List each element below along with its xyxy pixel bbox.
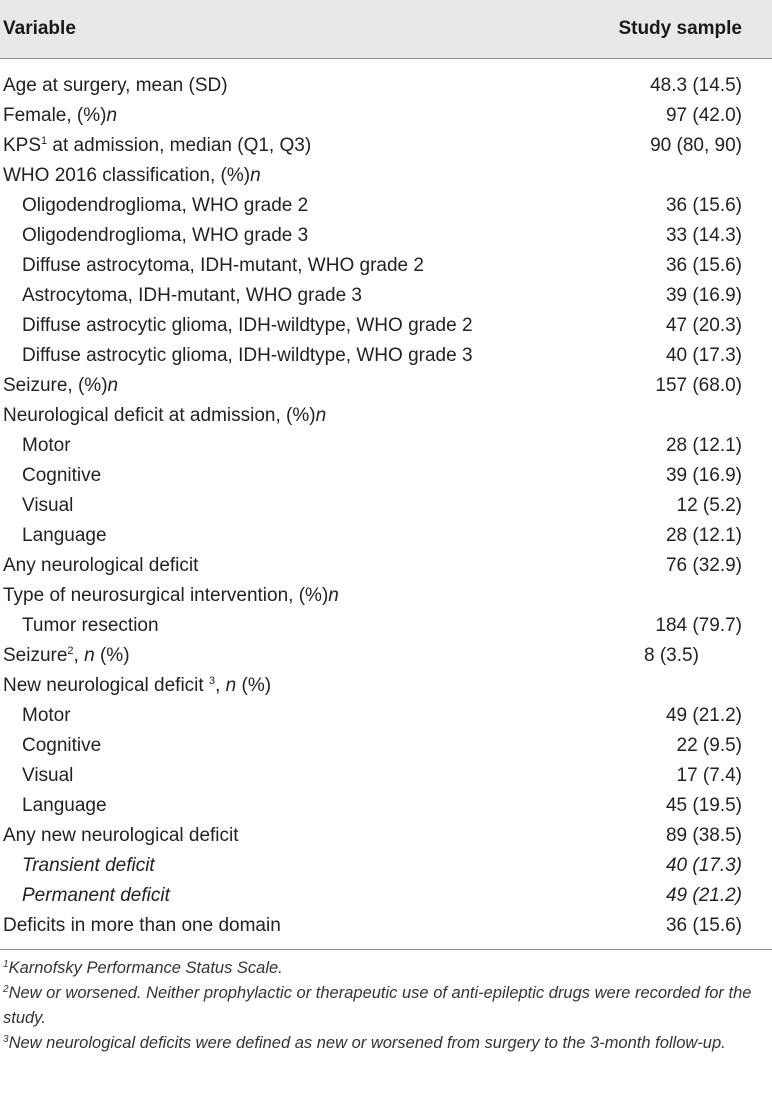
row-label — [22, 881, 170, 911]
row-label — [3, 641, 130, 671]
label-text: WHO 2016 classification, — [3, 165, 221, 186]
label-text: Transient deficit — [22, 855, 155, 876]
label-text: Astrocytoma, IDH-mutant, WHO grade 3 — [22, 285, 362, 306]
row-value: 76 (32.9) — [665, 555, 742, 576]
footnote-marker: 3 — [208, 675, 216, 687]
footnote-marker: 2 — [3, 984, 9, 995]
row-value: 28 (12.1) — [665, 525, 742, 546]
row-label — [22, 521, 107, 551]
label-text: (%) — [94, 645, 130, 666]
table-row — [0, 791, 772, 821]
row-label — [22, 251, 424, 281]
footnote-marker: 2 — [67, 645, 74, 657]
table-bottom-rule — [0, 949, 772, 950]
label-text: Visual — [22, 495, 74, 516]
row-label — [22, 311, 473, 341]
label-text: Language — [22, 795, 107, 816]
footnote-text: Karnofsky Performance Status Scale. — [8, 959, 283, 977]
label-text: Permanent deficit — [22, 885, 170, 906]
row-label — [22, 701, 71, 731]
row-value: 47 (20.3) — [665, 315, 742, 336]
row-label — [22, 611, 159, 641]
label-text: Seizure — [3, 645, 68, 666]
label-text: Seizure, — [3, 375, 78, 396]
row-value: 40 (17.3) — [665, 345, 742, 366]
label-text: (%) — [220, 165, 251, 186]
table-row — [0, 101, 772, 131]
row-label — [3, 131, 311, 161]
table-row — [0, 431, 772, 461]
row-label — [3, 71, 228, 101]
footnote-marker: 3 — [3, 1034, 9, 1045]
footnote — [3, 1031, 768, 1056]
row-label — [22, 281, 362, 311]
table-row — [0, 521, 772, 551]
label-text: , — [215, 675, 226, 696]
label-text: Deficits in more than one domain — [3, 915, 281, 936]
label-text: Diffuse astrocytic glioma, IDH-wildtype, WHO grade 3 — [22, 345, 473, 366]
label-text: Language — [22, 525, 107, 546]
n-symbol: n — [225, 675, 237, 696]
row-label — [3, 671, 271, 701]
row-value: 45 (19.5) — [665, 795, 742, 816]
table-row — [0, 371, 772, 401]
table-row — [0, 701, 772, 731]
n-symbol: n — [107, 375, 119, 396]
n-symbol: n — [84, 645, 95, 666]
label-text: Cognitive — [22, 735, 102, 756]
row-label — [22, 731, 101, 761]
footnote-marker: 1 — [3, 959, 9, 970]
table-row — [0, 821, 772, 851]
row-value: 36 (15.6) — [665, 255, 742, 276]
footnote — [3, 956, 768, 981]
row-value: 12 (5.2) — [676, 495, 742, 516]
label-text: (%) — [236, 675, 272, 696]
label-text: Diffuse astrocytic glioma, IDH-wildtype, WHO grade 2 — [22, 315, 473, 336]
table-row — [0, 311, 772, 341]
table-row — [0, 551, 772, 581]
row-value: 184 (79.7) — [655, 615, 742, 636]
row-value: 17 (7.4) — [676, 765, 742, 786]
row-value: 97 (42.0) — [665, 105, 742, 126]
n-symbol: n — [315, 405, 327, 426]
row-value: 39 (16.9) — [665, 465, 742, 486]
row-label — [22, 431, 71, 461]
label-text: (%) — [286, 405, 316, 426]
row-label — [22, 461, 101, 491]
row-label — [22, 221, 308, 251]
table-body — [0, 59, 772, 941]
footnote-text: New neurological deficits were defined as new or worsened from surgery to the 3-month follow-up. — [8, 1034, 726, 1052]
row-label — [22, 191, 308, 221]
table-row — [0, 341, 772, 371]
label-text: Motor — [22, 705, 71, 726]
row-value: 48.3 (14.5) — [650, 75, 742, 96]
label-text: Cognitive — [22, 465, 102, 486]
label-text: (%) — [76, 105, 107, 126]
row-value: 22 (9.5) — [676, 735, 742, 756]
row-value: 89 (38.5) — [665, 825, 742, 846]
table-row — [0, 911, 772, 941]
row-value: 49 (21.2) — [665, 705, 742, 726]
row-value: 28 (12.1) — [665, 435, 742, 456]
row-label — [22, 791, 107, 821]
row-label — [22, 341, 473, 371]
label-text: Any neurological deficit — [3, 555, 199, 576]
table-row — [0, 761, 772, 791]
footnote-marker: 1 — [41, 135, 48, 147]
table-row — [0, 251, 772, 281]
label-text: (%) — [77, 375, 108, 396]
row-value: 40 (17.3) — [665, 855, 742, 876]
table-row — [0, 161, 772, 191]
row-label — [22, 491, 73, 521]
label-text: Visual — [22, 765, 74, 786]
label-text: , — [73, 645, 85, 666]
label-text: Type of neurosurgical intervention, — [3, 585, 299, 606]
row-label — [3, 101, 117, 131]
label-text: (%) — [298, 585, 329, 606]
table-row — [0, 731, 772, 761]
table-row — [0, 461, 772, 491]
table-footnotes — [3, 956, 768, 1056]
row-value: 49 (21.2) — [665, 885, 742, 906]
label-text: Diffuse astrocytoma, IDH-mutant, WHO grade 2 — [22, 255, 424, 276]
row-value: 36 (15.6) — [665, 915, 742, 936]
label-text: New neurological deficit — [3, 675, 209, 696]
footnote-text: New or worsened. Neither prophylactic or therapeutic use of anti-epileptic drugs were recorded for the study. — [3, 984, 752, 1027]
row-value: 36 (15.6) — [665, 195, 742, 216]
row-label — [22, 761, 73, 791]
table-row — [0, 221, 772, 251]
n-symbol: n — [250, 165, 261, 186]
label-text: Motor — [22, 435, 71, 456]
n-symbol: n — [328, 585, 339, 606]
row-label — [3, 821, 239, 851]
column-header-study-sample: Study sample — [618, 18, 742, 39]
table-row — [0, 71, 772, 101]
label-text: at admission, median (Q1, Q3) — [47, 135, 312, 156]
label-text: KPS — [3, 135, 42, 156]
row-value: 8 (3.5) — [644, 645, 699, 666]
label-text: Neurological deficit at admission, — [3, 405, 287, 426]
table-row — [0, 851, 772, 881]
row-label — [3, 911, 281, 941]
row-label — [3, 581, 339, 611]
row-value: 39 (16.9) — [665, 285, 742, 306]
table-row — [0, 491, 772, 521]
label-text: Oligodendroglioma, WHO grade 2 — [22, 195, 309, 216]
row-label — [3, 551, 198, 581]
row-value: 90 (80, 90) — [650, 135, 742, 156]
table-row — [0, 581, 772, 611]
n-symbol: n — [106, 105, 118, 126]
label-text: Tumor resection — [22, 615, 159, 636]
table-row — [0, 881, 772, 911]
row-label — [3, 401, 326, 431]
row-label — [3, 371, 118, 401]
table-row — [0, 281, 772, 311]
row-label — [3, 161, 261, 191]
table-row — [0, 611, 772, 641]
table-row — [0, 401, 772, 431]
row-label — [22, 851, 155, 881]
label-text: Age at surgery, mean (SD) — [3, 75, 228, 96]
label-text: Female, — [3, 105, 77, 126]
row-value: 157 (68.0) — [655, 375, 742, 396]
table-row — [0, 191, 772, 221]
table-row — [0, 641, 772, 671]
label-text: Oligodendroglioma, WHO grade 3 — [22, 225, 309, 246]
table-row — [0, 131, 772, 161]
table-header — [0, 0, 772, 59]
label-text: Any new neurological deficit — [3, 825, 239, 846]
row-value: 33 (14.3) — [665, 225, 742, 246]
column-header-variable: Variable — [3, 18, 76, 39]
footnote — [3, 981, 768, 1031]
table-row — [0, 671, 772, 701]
